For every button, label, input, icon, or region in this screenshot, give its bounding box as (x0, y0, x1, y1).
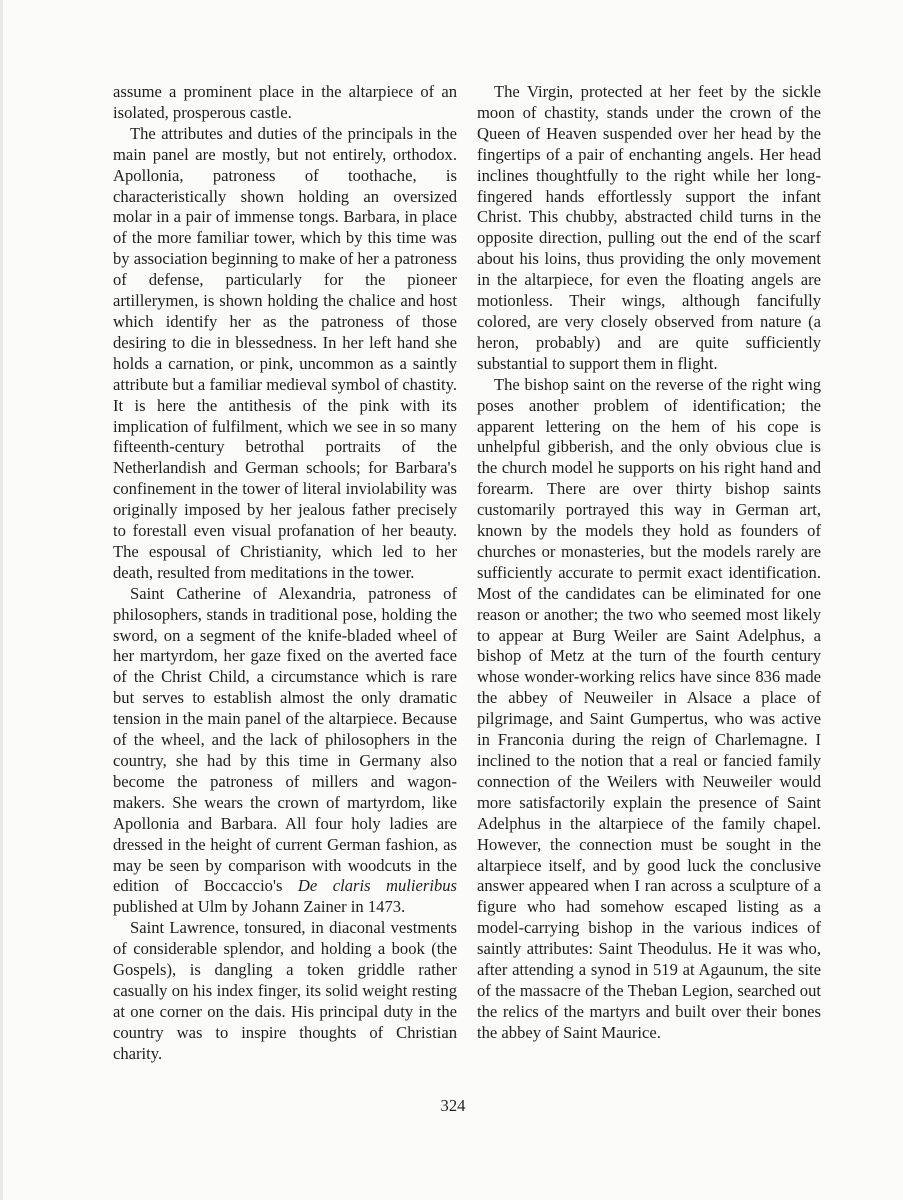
left-column (113, 82, 457, 1065)
paragraph: Saint Lawrence, tonsured, in diaconal vestments of considerable splendor, and holding a book (the Gospels), is dangling a token griddle rather casually on his index finger, its solid weight resting at one corner on the dais. His principal duty in the country was to inspire thoughts of Christian charity. (113, 918, 457, 1063)
paragraph: The bishop saint on the reverse of the right wing poses another problem of identification; the apparent lettering on the hem of his cope is unhelpful gibberish, and the only obvious clue is the church model he supports on his right hand and forearm. There are over thirty bishop saints customarily portrayed this way in German art, known by the models they hold as founders of churches or monasteries, but the models rarely are sufficiently accurate to permit exact identification. Most of the candidates can be eliminated for one reason or another; the two who seemed most likely to appear at Burg Weiler are Saint Adelphus, a bishop of Metz at the turn of the fourth century whose wonder-working relics have since 836 made the abbey of Neuweiler in Alsace a place of pilgrimage, and Saint Gumpertus, who was active in Franconia during the reign of Charlemagne. I inclined to the notion that a real or fancied family connection of the Weilers with Neuweiler would more satisfactorily explain the presence of Saint Adelphus in the altarpiece of the family chapel. However, the connection must be sought in the altarpiece itself, and by good luck the conclusive answer appeared when I ran across a sculpture of a figure who had somehow escaped listing as a model-carrying bishop in the various indices of saintly attributes: Saint Theodulus. He it was who, after attending a synod in 519 at Agaunum, the site of the massacre of the Theban Legion, searched out the relics of the martyrs and built over their bones the abbey of Saint Maurice. (477, 374, 821, 1042)
right-column (477, 82, 821, 1044)
paragraph (113, 584, 457, 919)
italic-book-title: De claris mulieribus (297, 876, 457, 896)
paragraph: The Virgin, protected at her feet by the sickle moon of chastity, stands under the crown of the Queen of Heaven suspended over her head by the fingertips of a pair of enchanting angels. Her head inclines thoughtfully to the right while her long-fingered hands effortlessly support the infant Christ. This chubby, abstracted child turns in the opposite direction, pulling out the end of the scarf about his loins, thus providing the only movement in the altarpiece, for even the floating angels are motionless. Their wings, although fancifully colored, are very closely observed from nature (a heron, probably) and are quite sufficiently substantial to support them in flight. (477, 82, 821, 373)
paragraph-text: Saint Catherine of Alexandria, patroness of philosophers, stands in traditional pose, holding the sword, on a segment of the knife-bladed wheel of her martyrdom, her gaze fixed on the averted face of the Christ Child, a circumstance which is rare but serves to establish almost the only dramatic tension in the main panel of the altarpiece. Because of the wheel, and the lack of philosophers in the country, she had by this time in Germany also become the patroness of millers and wagon-makers. She wears the crown of martyrdom, like Apollonia and Barbara. All four holy ladies are dressed in the height of current German fashion, as may be seen by comparison with woodcuts in the edition of (113, 583, 457, 896)
paragraph: assume a prominent place in the altarpiece of an isolated, prosperous castle. (113, 82, 457, 122)
page-number: 324 (440, 1096, 466, 1115)
paragraph: The attributes and duties of the principals in the main panel are mostly, but not entirely, orthodox. Apollonia, patroness of toothache, is characteristically shown holding an oversized molar in a pair of immense tongs. Barbara, in place of the more familiar tower, which by this time was by association beginning to make of her a patroness of defense, particularly for the pioneer artillerymen, is shown holding the chalice and host which identify her as the patroness of those desiring to die in blessedness. In her left hand she holds a carnation, or pink, uncommon as a saintly attribute but a familiar medieval symbol of chastity. It is here the antithesis of the pink with its implication of fulfilment, which we see in so many fifteenth-century betrothal portraits of the Netherlandish and German schools; for Barbara's confinement in the tower of literal inviolability was originally imposed by her jealous father precisely to forestall even visual profanation of her beauty. The espousal of Christianity, which led to her death, resulted from meditations in the tower. (113, 123, 457, 582)
paragraph-text: published at Ulm by Johann Zainer in 1473. (113, 897, 406, 917)
author-name: Boccaccio's (203, 876, 283, 896)
